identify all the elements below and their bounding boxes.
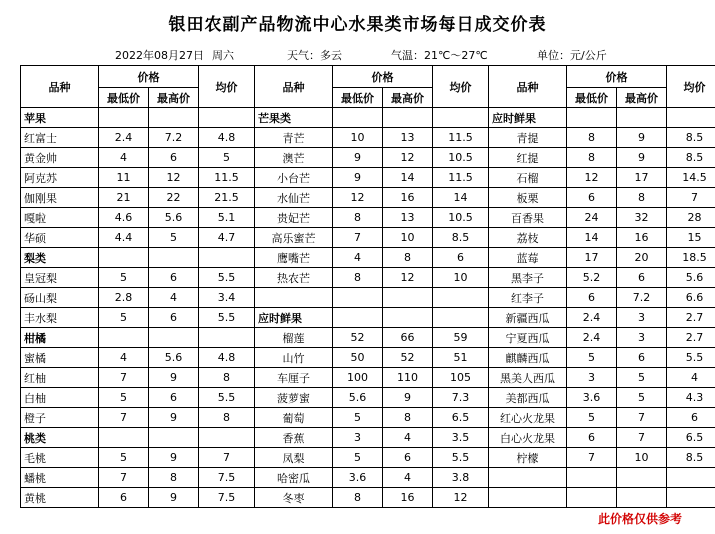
avg-price-cell: 5 [199, 148, 255, 168]
low-price-cell: 5 [99, 388, 149, 408]
category-heading: 苹果 [21, 108, 99, 128]
high-price-cell: 6 [383, 448, 433, 468]
high-price-cell [149, 108, 199, 128]
low-price-cell: 12 [567, 168, 617, 188]
variety-cell [255, 288, 333, 308]
variety-cell: 热农芒 [255, 268, 333, 288]
disclaimer-note: 此价格仅供参考 [598, 512, 683, 526]
high-price-cell: 9 [149, 448, 199, 468]
avg-price-cell: 4 [667, 368, 715, 388]
variety-header: 品种 [21, 66, 99, 108]
avg-price-cell [433, 308, 489, 328]
low-price-cell: 4.6 [99, 208, 149, 228]
variety-cell: 阿克苏 [21, 168, 99, 188]
high-price-cell: 3 [617, 308, 667, 328]
avg-price-cell: 11.5 [433, 168, 489, 188]
low-price-cell: 5 [333, 408, 383, 428]
avg-price-cell: 11.5 [433, 128, 489, 148]
avg-price-cell: 14.5 [667, 168, 715, 188]
table-row [21, 348, 715, 368]
avg-price-cell: 51 [433, 348, 489, 368]
low-price-cell: 5.2 [567, 268, 617, 288]
low-price-cell: 5 [567, 408, 617, 428]
low-price-cell: 14 [567, 228, 617, 248]
avg-price-cell: 6.6 [667, 288, 715, 308]
table-body [21, 108, 715, 508]
high-price-cell: 10 [617, 448, 667, 468]
avg-price-cell: 8.5 [433, 228, 489, 248]
table-row [21, 328, 715, 348]
variety-cell: 砀山梨 [21, 288, 99, 308]
variety-cell: 毛桃 [21, 448, 99, 468]
low-price-cell: 21 [99, 188, 149, 208]
unit-label: 单位：元/公斤 [537, 49, 607, 62]
high-price-cell: 12 [383, 268, 433, 288]
high-price-cell: 52 [383, 348, 433, 368]
variety-header: 品种 [489, 66, 567, 108]
low-price-cell: 3.6 [567, 388, 617, 408]
table-row [21, 268, 715, 288]
high-price-cell [383, 288, 433, 308]
low-price-cell: 2.4 [567, 308, 617, 328]
high-price-cell: 4 [383, 428, 433, 448]
high-price-cell: 6 [617, 268, 667, 288]
low-price-cell [567, 108, 617, 128]
variety-cell: 青提 [489, 128, 567, 148]
avg-price-cell [433, 288, 489, 308]
variety-cell: 高乐蜜芒 [255, 228, 333, 248]
category-heading: 应时鲜果 [255, 308, 333, 328]
avg-price-cell: 59 [433, 328, 489, 348]
variety-cell: 皇冠梨 [21, 268, 99, 288]
variety-cell: 橙子 [21, 408, 99, 428]
high-price-cell: 8 [617, 188, 667, 208]
avg-price-cell: 5.5 [199, 308, 255, 328]
avg-price-cell: 21.5 [199, 188, 255, 208]
high-price-cell: 4 [149, 288, 199, 308]
high-price-cell: 5.6 [149, 348, 199, 368]
temperature-label: 气温：21℃～27℃ [391, 49, 488, 62]
high-price-cell: 10 [383, 228, 433, 248]
high-price-cell: 3 [617, 328, 667, 348]
variety-cell: 柠檬 [489, 448, 567, 468]
variety-cell: 丰水梨 [21, 308, 99, 328]
avg-price-cell: 10.5 [433, 148, 489, 168]
table-row [21, 368, 715, 388]
low-price-cell [99, 328, 149, 348]
avg-price-cell: 6.5 [433, 408, 489, 428]
high-price-cell [617, 108, 667, 128]
low-price-cell: 9 [333, 148, 383, 168]
table-row [21, 388, 715, 408]
high-price-cell: 7.2 [617, 288, 667, 308]
table-row [21, 208, 715, 228]
avg-price-cell: 7 [199, 448, 255, 468]
variety-cell: 百香果 [489, 208, 567, 228]
low-price-cell: 6 [99, 488, 149, 508]
variety-cell: 小台芒 [255, 168, 333, 188]
low-price-cell: 12 [333, 188, 383, 208]
variety-cell: 蜜橘 [21, 348, 99, 368]
table-row [21, 288, 715, 308]
high-price-cell: 6 [149, 308, 199, 328]
price-header: 价格 [333, 66, 433, 88]
table-row [21, 468, 715, 488]
table-row [21, 168, 715, 188]
table-row [21, 128, 715, 148]
low-price-cell: 7 [333, 228, 383, 248]
variety-cell: 青芒 [255, 128, 333, 148]
high-price-cell: 9 [149, 368, 199, 388]
low-price-cell: 5 [99, 268, 149, 288]
page-title: 银田农副产品物流中心水果类市场每日成交价表 [168, 15, 547, 35]
low-price-cell: 4 [99, 148, 149, 168]
high-price-header: 最高价 [383, 88, 433, 108]
table-header [21, 66, 715, 108]
low-price-cell: 7 [99, 468, 149, 488]
avg-price-cell: 7.5 [199, 468, 255, 488]
high-price-cell [383, 108, 433, 128]
avg-price-cell: 3.4 [199, 288, 255, 308]
high-price-cell [149, 328, 199, 348]
low-price-cell: 4.4 [99, 228, 149, 248]
low-price-cell: 50 [333, 348, 383, 368]
table-row [21, 248, 715, 268]
avg-price-cell: 5.5 [667, 348, 715, 368]
high-price-cell: 110 [383, 368, 433, 388]
low-price-cell: 2.8 [99, 288, 149, 308]
avg-price-cell: 8.5 [667, 148, 715, 168]
high-price-cell: 9 [617, 148, 667, 168]
avg-price-cell [199, 428, 255, 448]
variety-cell: 葡萄 [255, 408, 333, 428]
avg-price-cell [199, 328, 255, 348]
weather-label: 天气：多云 [287, 49, 342, 62]
avg-price-cell [667, 468, 715, 488]
price-table [20, 65, 715, 508]
high-price-cell: 5 [149, 228, 199, 248]
avg-price-cell: 4.8 [199, 128, 255, 148]
table-row [21, 488, 715, 508]
category-heading: 柑橘 [21, 328, 99, 348]
high-price-cell: 12 [149, 168, 199, 188]
avg-price-cell [667, 488, 715, 508]
high-price-cell: 5 [617, 368, 667, 388]
low-price-cell: 5 [333, 448, 383, 468]
high-price-header: 最高价 [617, 88, 667, 108]
high-price-cell: 6 [149, 148, 199, 168]
low-price-cell: 5 [99, 308, 149, 328]
low-price-cell: 5 [567, 348, 617, 368]
high-price-cell: 7 [617, 428, 667, 448]
avg-price-cell: 28 [667, 208, 715, 228]
avg-price-cell: 5.5 [199, 388, 255, 408]
variety-cell: 冬枣 [255, 488, 333, 508]
high-price-cell: 6 [617, 348, 667, 368]
high-price-cell: 16 [383, 488, 433, 508]
low-price-header: 最低价 [99, 88, 149, 108]
high-price-cell: 5 [617, 388, 667, 408]
low-price-cell: 8 [567, 148, 617, 168]
avg-price-cell: 18.5 [667, 248, 715, 268]
table-row [21, 108, 715, 128]
avg-price-cell: 2.7 [667, 308, 715, 328]
avg-price-cell: 4.7 [199, 228, 255, 248]
avg-price-cell: 3.8 [433, 468, 489, 488]
high-price-cell: 6 [149, 268, 199, 288]
avg-price-cell: 5.6 [667, 268, 715, 288]
table-row [21, 188, 715, 208]
variety-cell: 黑李子 [489, 268, 567, 288]
high-price-cell: 9 [617, 128, 667, 148]
low-price-cell: 5 [99, 448, 149, 468]
avg-price-cell: 3.5 [433, 428, 489, 448]
avg-price-cell: 12 [433, 488, 489, 508]
high-price-cell: 20 [617, 248, 667, 268]
high-price-cell: 6 [149, 388, 199, 408]
avg-price-cell: 10.5 [433, 208, 489, 228]
high-price-cell: 4 [383, 468, 433, 488]
low-price-cell: 11 [99, 168, 149, 188]
variety-cell: 华硕 [21, 228, 99, 248]
avg-price-cell: 6 [667, 408, 715, 428]
avg-price-cell: 5.5 [433, 448, 489, 468]
variety-cell: 伽刚果 [21, 188, 99, 208]
high-price-cell: 5.6 [149, 208, 199, 228]
variety-cell: 黄金帅 [21, 148, 99, 168]
high-price-cell: 13 [383, 128, 433, 148]
low-price-cell: 100 [333, 368, 383, 388]
avg-price-cell [433, 108, 489, 128]
low-price-cell: 24 [567, 208, 617, 228]
avg-price-cell: 8.5 [667, 128, 715, 148]
avg-price-cell: 7.5 [199, 488, 255, 508]
variety-cell: 车厘子 [255, 368, 333, 388]
avg-header: 均价 [433, 66, 489, 108]
low-price-cell: 17 [567, 248, 617, 268]
variety-cell: 香蕉 [255, 428, 333, 448]
avg-price-cell: 7.3 [433, 388, 489, 408]
price-header: 价格 [99, 66, 199, 88]
high-price-cell: 12 [383, 148, 433, 168]
high-price-header: 最高价 [149, 88, 199, 108]
high-price-cell: 14 [383, 168, 433, 188]
low-price-cell [567, 468, 617, 488]
low-price-cell: 3 [333, 428, 383, 448]
variety-cell: 澳芒 [255, 148, 333, 168]
low-price-cell [567, 488, 617, 508]
avg-header: 均价 [199, 66, 255, 108]
low-price-cell [99, 108, 149, 128]
high-price-cell [617, 488, 667, 508]
low-price-cell [99, 428, 149, 448]
avg-price-cell [199, 108, 255, 128]
avg-price-cell: 4.8 [199, 348, 255, 368]
variety-cell: 板栗 [489, 188, 567, 208]
low-price-cell: 6 [567, 288, 617, 308]
low-price-cell [333, 108, 383, 128]
low-price-cell: 8 [333, 208, 383, 228]
low-price-cell [333, 288, 383, 308]
low-price-cell: 4 [99, 348, 149, 368]
variety-cell: 美都西瓜 [489, 388, 567, 408]
high-price-cell: 9 [149, 408, 199, 428]
low-price-cell: 3 [567, 368, 617, 388]
variety-cell: 白心火龙果 [489, 428, 567, 448]
high-price-cell: 8 [383, 248, 433, 268]
high-price-cell: 17 [617, 168, 667, 188]
variety-cell: 麒麟西瓜 [489, 348, 567, 368]
high-price-cell: 16 [383, 188, 433, 208]
variety-cell: 鹰嘴芒 [255, 248, 333, 268]
variety-cell [489, 488, 567, 508]
category-heading: 梨类 [21, 248, 99, 268]
high-price-cell: 16 [617, 228, 667, 248]
avg-price-cell: 7 [667, 188, 715, 208]
high-price-cell [149, 248, 199, 268]
avg-price-cell: 14 [433, 188, 489, 208]
avg-price-cell: 6.5 [667, 428, 715, 448]
low-price-cell: 7 [567, 448, 617, 468]
high-price-cell: 9 [383, 388, 433, 408]
avg-price-cell [667, 108, 715, 128]
high-price-cell: 32 [617, 208, 667, 228]
avg-price-cell: 8 [199, 408, 255, 428]
table-row [21, 448, 715, 468]
avg-price-cell: 8.5 [667, 448, 715, 468]
variety-cell: 菠萝蜜 [255, 388, 333, 408]
low-price-cell: 5.6 [333, 388, 383, 408]
variety-cell: 山竹 [255, 348, 333, 368]
date-label: 2022年08月27日 [115, 49, 204, 62]
table-row [21, 428, 715, 448]
variety-cell: 蓝莓 [489, 248, 567, 268]
low-price-cell: 10 [333, 128, 383, 148]
high-price-cell: 9 [149, 488, 199, 508]
avg-price-cell: 4.3 [667, 388, 715, 408]
variety-cell: 哈密瓜 [255, 468, 333, 488]
high-price-cell: 8 [383, 408, 433, 428]
table-row [21, 408, 715, 428]
high-price-cell: 7 [617, 408, 667, 428]
category-heading: 应时鲜果 [489, 108, 567, 128]
variety-cell: 红柚 [21, 368, 99, 388]
variety-cell: 嘎啦 [21, 208, 99, 228]
category-heading: 芒果类 [255, 108, 333, 128]
low-price-header: 最低价 [333, 88, 383, 108]
high-price-cell: 8 [149, 468, 199, 488]
variety-cell: 凤梨 [255, 448, 333, 468]
table-row [21, 308, 715, 328]
low-price-cell: 4 [333, 248, 383, 268]
table-row [21, 228, 715, 248]
avg-price-cell: 8 [199, 368, 255, 388]
variety-cell: 宁夏西瓜 [489, 328, 567, 348]
low-price-cell: 2.4 [99, 128, 149, 148]
high-price-cell: 22 [149, 188, 199, 208]
high-price-cell [149, 428, 199, 448]
low-price-cell: 52 [333, 328, 383, 348]
variety-cell: 贵妃芒 [255, 208, 333, 228]
low-price-cell [99, 248, 149, 268]
low-price-cell: 6 [567, 188, 617, 208]
variety-cell: 红富士 [21, 128, 99, 148]
high-price-cell [383, 308, 433, 328]
variety-cell: 蟠桃 [21, 468, 99, 488]
avg-price-cell: 10 [433, 268, 489, 288]
avg-price-cell: 11.5 [199, 168, 255, 188]
low-price-cell: 6 [567, 428, 617, 448]
variety-cell: 荔枝 [489, 228, 567, 248]
avg-price-cell [199, 248, 255, 268]
low-price-cell: 2.4 [567, 328, 617, 348]
low-price-cell: 7 [99, 408, 149, 428]
variety-cell: 水仙芒 [255, 188, 333, 208]
avg-price-cell: 2.7 [667, 328, 715, 348]
low-price-cell [333, 308, 383, 328]
variety-cell: 红提 [489, 148, 567, 168]
category-heading: 桃类 [21, 428, 99, 448]
low-price-cell: 8 [333, 488, 383, 508]
price-header: 价格 [567, 66, 667, 88]
avg-price-cell: 105 [433, 368, 489, 388]
variety-cell: 黄桃 [21, 488, 99, 508]
variety-cell [489, 468, 567, 488]
variety-cell: 红李子 [489, 288, 567, 308]
avg-price-cell: 6 [433, 248, 489, 268]
low-price-cell: 8 [567, 128, 617, 148]
variety-cell: 新疆西瓜 [489, 308, 567, 328]
variety-cell: 黑美人西瓜 [489, 368, 567, 388]
low-price-header: 最低价 [567, 88, 617, 108]
avg-price-cell: 15 [667, 228, 715, 248]
low-price-cell: 3.6 [333, 468, 383, 488]
low-price-cell: 7 [99, 368, 149, 388]
weekday-label: 周六 [212, 49, 234, 62]
avg-price-cell: 5.5 [199, 268, 255, 288]
avg-header: 均价 [667, 66, 715, 108]
low-price-cell: 8 [333, 268, 383, 288]
high-price-cell [617, 468, 667, 488]
table-row [21, 148, 715, 168]
high-price-cell: 13 [383, 208, 433, 228]
low-price-cell: 9 [333, 168, 383, 188]
variety-cell: 榴莲 [255, 328, 333, 348]
avg-price-cell: 5.1 [199, 208, 255, 228]
high-price-cell: 66 [383, 328, 433, 348]
variety-cell: 红心火龙果 [489, 408, 567, 428]
variety-cell: 白柚 [21, 388, 99, 408]
variety-header: 品种 [255, 66, 333, 108]
variety-cell: 石榴 [489, 168, 567, 188]
high-price-cell: 7.2 [149, 128, 199, 148]
